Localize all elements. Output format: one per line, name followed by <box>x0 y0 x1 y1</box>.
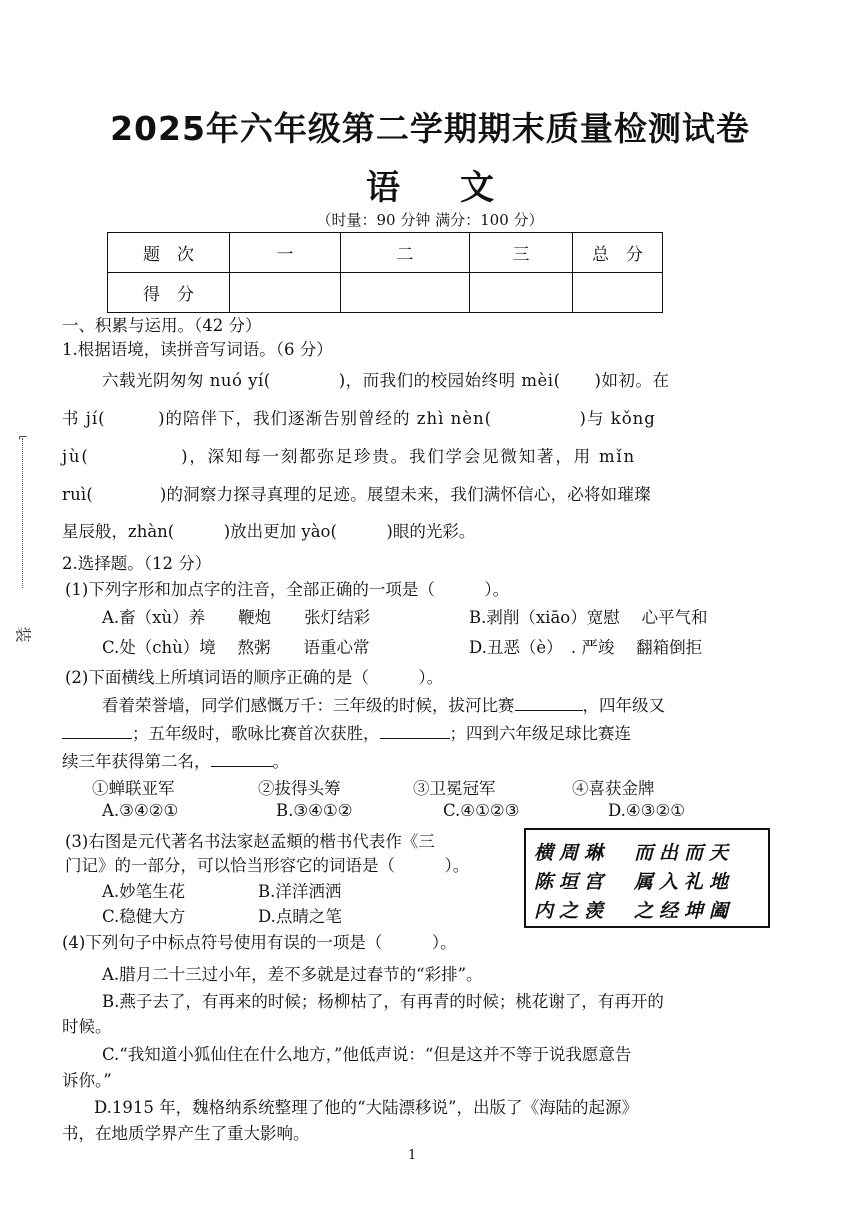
option-b: B.燕子去了，有再来的时候；杨柳枯了，有再青的时候；桃花谢了，有再开的 <box>102 992 664 1011</box>
choice-item: ②拔得头筹 <box>258 779 341 798</box>
table-header-cell: 三 <box>470 233 573 273</box>
margin-glyph: 装 <box>13 626 33 643</box>
passage-text: 。 <box>272 752 289 771</box>
calligraphy-row: 陈垣宫 属入礼地 <box>534 871 735 893</box>
question-heading: 2.选择题。（12 分） <box>62 554 212 573</box>
option-b-cont: 时候。 <box>62 1017 112 1036</box>
option-c: C.④①②③ <box>443 801 520 820</box>
table-header-cell: 二 <box>341 233 470 273</box>
passage-text: 续三年获得第二名， <box>62 752 211 771</box>
subject-title: 语文 <box>366 168 554 208</box>
option-b: B.洋洋洒洒 <box>258 882 342 901</box>
option-b: B.③④①② <box>276 801 353 820</box>
binding-line <box>22 438 24 588</box>
sub-question-stem: (1)下列字形和加点字的注音，全部正确的一项是（ ）。 <box>65 580 510 599</box>
score-cell[interactable] <box>470 273 573 313</box>
option-a: A.腊月二十三过小年，差不多就是过春节的“彩排”。 <box>102 965 483 984</box>
exam-title: 2025年六年级第二学期期末质量检测试卷 <box>110 109 750 148</box>
option-c: C.稳健大方 <box>102 907 186 926</box>
exam-meta: （时量：90 分钟 满分：100 分） <box>316 211 544 229</box>
option-a: A.畜（xù）养 鞭炮 张灯结彩 <box>102 608 371 627</box>
score-cell[interactable] <box>230 273 341 313</box>
calligraphy-image <box>524 828 770 928</box>
score-cell[interactable] <box>573 273 663 313</box>
passage-line <box>62 720 631 744</box>
choice-item: ④喜获金牌 <box>572 779 655 798</box>
score-table <box>107 232 663 313</box>
fill-blank[interactable] <box>62 722 132 739</box>
option-d: D.丑恶（è） . 严竣 翻箱倒拒 <box>469 638 703 657</box>
table-row <box>108 233 663 273</box>
option-a: A.③④②① <box>102 801 179 820</box>
sub-question-stem: (2)下面横线上所填词语的顺序正确的是（ ）。 <box>65 668 444 687</box>
option-d: D.④③②① <box>608 801 686 820</box>
table-header-cell: 总 分 <box>573 233 663 273</box>
calligraphy-row: 横周琳 而出而天 <box>534 842 735 864</box>
option-a: A.妙笔生花 <box>102 882 186 901</box>
fill-blank[interactable] <box>211 750 273 767</box>
option-c: C.处（chù）境 熬粥 语重心常 <box>102 638 370 657</box>
option-c: C.“我知道小狐仙住在什么地方，”他低声说：“但是这并不等于说我愿意告 <box>102 1045 632 1064</box>
sub-question-stem: (4)下列句子中标点符号使用有误的一项是（ ）。 <box>62 933 457 952</box>
q1-line: ruì( )的洞察力探寻真理的足迹。展望未来，我们满怀信心，必将如璀璨 <box>62 485 651 504</box>
table-header-cell: 一 <box>230 233 341 273</box>
question-heading: 1.根据语境，读拼音写词语。（6 分） <box>62 340 333 359</box>
table-header-cell: 题 次 <box>108 233 230 273</box>
passage-text: ；四到六年级足球比赛连 <box>449 724 631 743</box>
sub-question-stem: 门记》的一部分，可以恰当形容它的词语是（ ）。 <box>65 856 470 875</box>
q1-line: 星辰般，zhàn( )放出更加 yào( )眼的光彩。 <box>62 522 476 541</box>
option-d: D.点睛之笔 <box>258 907 342 926</box>
calligraphy-row: 内之羡 之经坤阖 <box>534 900 735 922</box>
fill-blank[interactable] <box>515 694 583 711</box>
q1-line: jù( )，深知每一刻都弥足珍贵。我们学会见微知著，用 mǐn <box>62 447 636 466</box>
q1-line: 六载光阴匆匆 nuó yí( )，而我们的校园始终明 mèi( )如初。在 <box>102 371 670 390</box>
margin-tick: ⌐ <box>18 430 29 444</box>
sub-question-stem: (3)右图是元代著名书法家赵孟頫的楷书代表作《三 <box>65 832 435 851</box>
option-c-cont: 诉你。” <box>62 1071 112 1090</box>
fill-blank[interactable] <box>380 722 450 739</box>
passage-line <box>102 692 665 716</box>
score-cell[interactable] <box>341 273 470 313</box>
option-d-cont: 书，在地质学界产生了重大影响。 <box>62 1124 310 1143</box>
table-cell-label: 得 分 <box>108 273 230 313</box>
option-d: D.1915 年，魏格纳系统整理了他的“大陆漂移说”，出版了《海陆的起源》 <box>94 1098 638 1117</box>
passage-line <box>62 748 289 772</box>
page-number: 1 <box>408 1148 417 1163</box>
passage-text: ；五年级时，歌咏比赛首次获胜， <box>132 724 380 743</box>
table-row <box>108 273 663 313</box>
passage-text: ，四年级又 <box>582 696 665 715</box>
q1-line: 书 jí( )的陪伴下，我们逐渐告别曾经的 zhì nèn( )与 kǒng <box>62 409 656 428</box>
choice-item: ①蝉联亚军 <box>92 779 175 798</box>
choice-item: ③卫冕冠军 <box>413 779 496 798</box>
section-heading: 一、积累与运用。（42 分） <box>62 316 262 335</box>
option-b: B.剥削（xiāo）宽慰 心平气和 <box>469 608 708 627</box>
passage-text: 看着荣誉墙，同学们感慨万千：三年级的时候，拔河比赛 <box>102 696 515 715</box>
